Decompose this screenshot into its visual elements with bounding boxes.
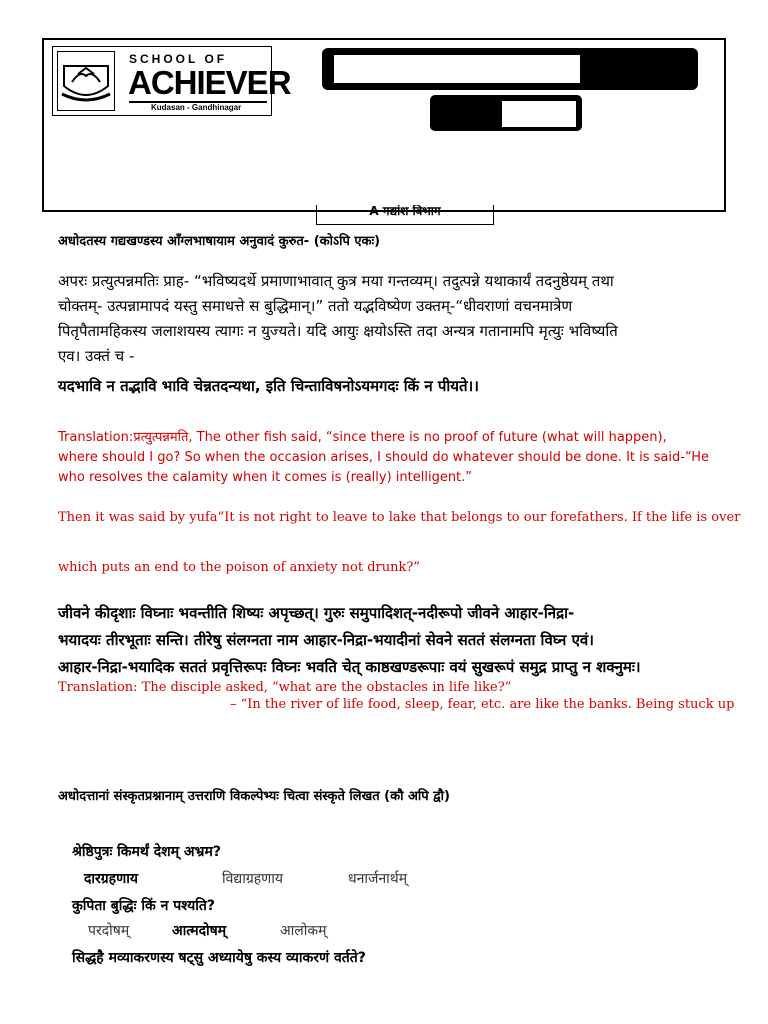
school-crest-icon [57, 51, 115, 111]
question-1: श्रेष्ठिपुत्रः किमर्थं देशम् अभ्रम? [72, 844, 221, 860]
section-a-instruction: अधोदतस्य गद्यखण्डस्य आँग्लभाषायाम अनुवादं कुरुत- (कोऽपि एकः) [58, 234, 381, 249]
translation1-line-1: Translation:प्रत्युत्पन्नमति, The other fish said, “since there is no proof of future (what will happen), [58, 430, 667, 445]
question-1-option-2: विद्याग्रहणाय [222, 871, 284, 887]
passage2-line-3: आहार-निद्रा-भयादिक सततं प्रवृत्तिरूपः विघ्नः भवति चेत् काष्ठखण्डरूपाः वयं सुखरूपं समुद्र प्राप्तु न शक्नुमः। [58, 658, 641, 676]
school-logo [52, 46, 291, 116]
question-2: कुपिता बुद्धिः किं न पश्यति? [72, 898, 215, 914]
logo-school-of: SCHOOL OF [129, 52, 228, 66]
question-2-option-3: आलोकम् [280, 923, 327, 939]
question-2-option-1: परदोषम् [88, 923, 130, 939]
redacted-field-1-inner [334, 55, 580, 83]
redacted-field-2-inner [502, 101, 576, 127]
translation3-line-1: Translation: The disciple asked, “what are the obstacles in life like?” [58, 680, 512, 695]
logo-location: Kudasan - Gandhinagar [151, 103, 242, 112]
section-title-box [316, 205, 494, 225]
passage2-line-2: भयादयः तीरभूताः सन्ति। तीरेषु संलग्नता नाम आहार-निद्रा-भयादीनां सेवने सततं संलग्नता विघ्न एवं। [58, 631, 594, 649]
question-2-option-2: आत्मदोषम् [172, 923, 227, 939]
translation2-line-1: Then it was said by yufa“It is not right to leave to lake that belongs to our forefathers. If the life is over [58, 510, 741, 525]
passage2-line-1: जीवने कीदृशाः विघ्नाः भवन्तीति शिष्यः अपृच्छत्। गुरुः समुपादिशत्-नदीरूपो जीवने आहार-निद्रा- [58, 604, 575, 622]
passage1-line-4: एव। उक्तं च - [58, 347, 135, 365]
shloka-line: यदभावि न तद्भावि भावि चेन्नतदन्यथा, इति चिन्ताविषनोऽयमगदः किं न पीयते।। [58, 377, 479, 395]
translation1-line-3: who resolves the calamity when it comes is (really) intelligent.” [58, 470, 473, 485]
question-3: सिद्धहै मव्याकरणस्य षट्सु अध्यायेषु कस्य व्याकरणं वर्तते? [72, 950, 366, 966]
question-1-option-1: दारग्रहणाय [84, 871, 138, 887]
translation1-line-2: where should I go? So when the occasion arises, I should do whatever should be done. It is said-“He [58, 450, 710, 465]
translation2-line-2: which puts an end to the poison of anxiety not drunk?” [58, 560, 420, 575]
translation3-line-2: – “In the river of life food, sleep, fear, etc. are like the banks. Being stuck up [230, 697, 735, 712]
section-b-instruction: अधोदत्तानां संस्कृतप्रश्नानाम् उत्तराणि विकल्पेभ्यः चित्वा संस्कृते लिखत (कौ अपि द्वौ) [58, 789, 450, 804]
question-1-option-3: धनार्जनार्थम् [348, 871, 408, 887]
passage1-line-3: पितृपैतामहिकस्य जलाशयस्य त्यागः न युज्यते। यदि आयुः क्षयोऽस्ति तदा अन्यत्र गतानामपि मृत्युः भविष्यति [58, 322, 618, 340]
passage1-line-2: चोक्तम्- उत्पन्नामापदं यस्तु समाधत्ते स बुद्धिमान्।” ततो यद्भविष्येण उक्तम्-“धीवराणां वचनमात्रेण [58, 297, 573, 315]
section-title: A गद्यांश विभाग [369, 205, 441, 218]
logo-achiever: ACHIEVER [128, 64, 291, 101]
passage1-line-1: अपरः प्रत्युत्पन्नमतिः प्राह- “भविष्यदर्थे प्रमाणाभावात् कुत्र मया गन्तव्यम्। तदुत्पन्ने यथाकार्यं तदनुष्ठेयम् तथा [58, 272, 614, 290]
